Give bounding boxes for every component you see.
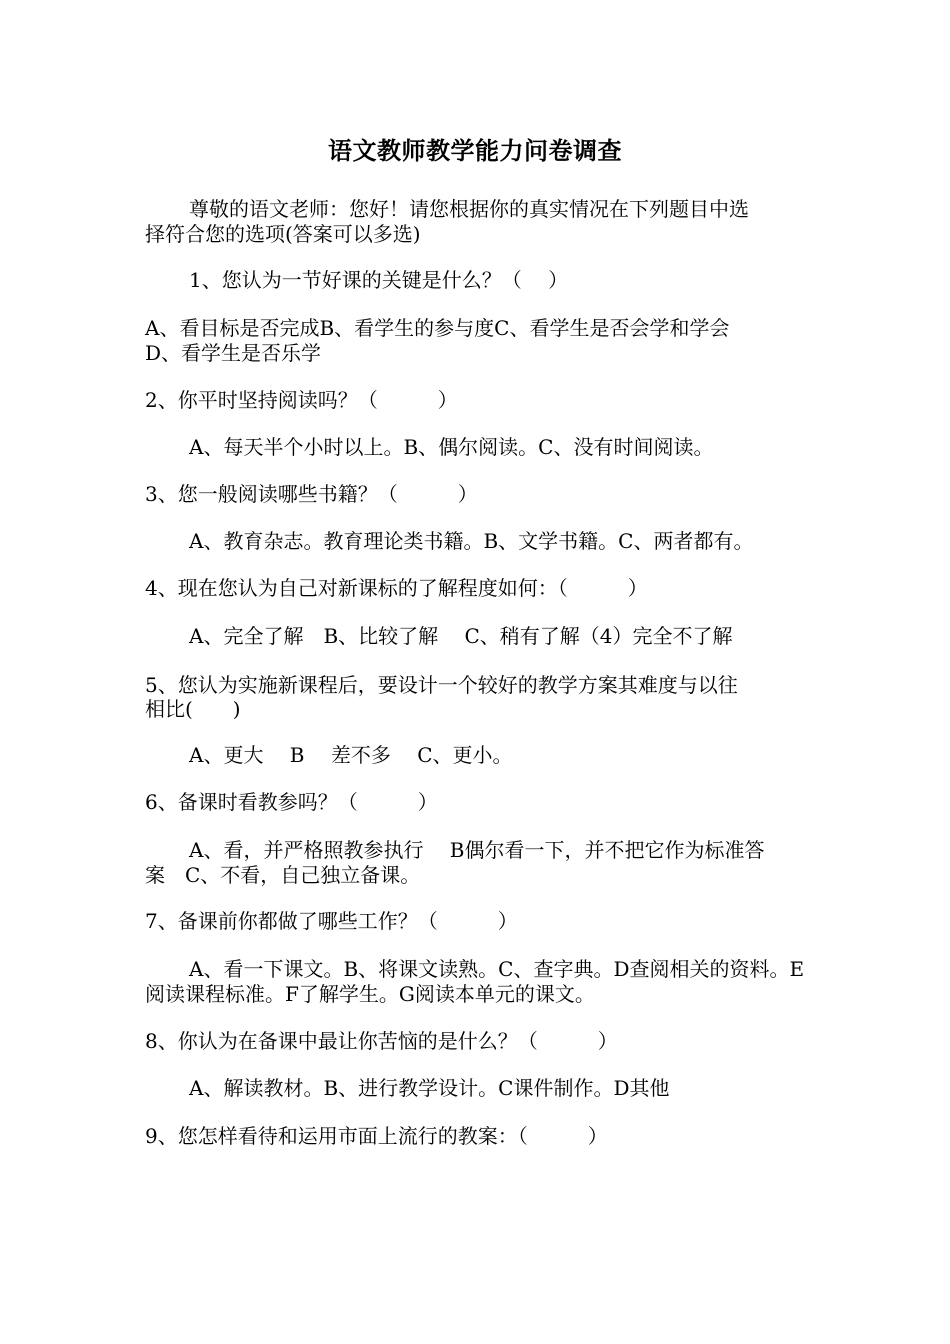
question-7: 7、备课前你都做了哪些工作？（ ） <box>145 909 518 933</box>
question-4-options: A、完全了解 B、比较了解 C、稍有了解（4）完全不了解 <box>189 624 733 648</box>
question-2: 2、你平时坚持阅读吗？（ ） <box>145 388 458 412</box>
question-8: 8、你认为在备课中最让你苦恼的是什么？（ ） <box>145 1029 618 1053</box>
question-5-line-1: 5、您认为实施新课程后，要设计一个较好的教学方案其难度与以往 <box>145 673 738 697</box>
question-6-options-line-2: 案 C、不看，自己独立备课。 <box>145 863 421 887</box>
question-8-options: A、解读教材。B、进行教学设计。C课件制作。D其他 <box>189 1076 670 1100</box>
question-6-options-line-1: A、看，并严格照教参执行 B偶尔看一下，并不把它作为标准答 <box>189 838 765 862</box>
question-1-options-line-1: A、看目标是否完成B、看学生的参与度C、看学生是否会学和学会 <box>145 316 730 340</box>
question-3-options: A、教育杂志。教育理论类书籍。B、文学书籍。C、两者都有。 <box>189 529 754 553</box>
question-7-options-line-1: A、看一下课文。B、将课文读熟。C、查字典。D查阅相关的资料。E <box>189 957 805 981</box>
question-3: 3、您一般阅读哪些书籍？（ ） <box>145 482 478 506</box>
question-6: 6、备课时看教参吗？（ ） <box>145 790 438 814</box>
intro-line-2: 择符合您的选项(答案可以多选) <box>145 222 421 246</box>
question-4: 4、现在您认为自己对新课标的了解程度如何：（ ） <box>145 576 648 600</box>
question-7-options-line-2: 阅读课程标准。F了解学生。G阅读本单元的课文。 <box>145 982 595 1006</box>
intro-text-1: 尊敬的语文老师：您好！请您根据你的真实情况在下列题目中选 <box>189 197 749 221</box>
question-9: 9、您怎样看待和运用市面上流行的教案：（ ） <box>145 1124 608 1148</box>
question-1: 1、您认为一节好课的关键是什么？（ ） <box>189 268 569 292</box>
question-5-line-2: 相比( ) <box>145 697 241 721</box>
intro-line-1 <box>145 197 810 221</box>
question-1-options-line-2: D、看学生是否乐学 <box>145 341 322 365</box>
document-title: 语文教师教学能力问卷调查 <box>328 136 622 165</box>
question-5-options: A、更大 B 差不多 C、更小。 <box>189 743 513 767</box>
question-2-options: A、每天半个小时以上。B、偶尔阅读。C、没有时间阅读。 <box>189 435 714 459</box>
